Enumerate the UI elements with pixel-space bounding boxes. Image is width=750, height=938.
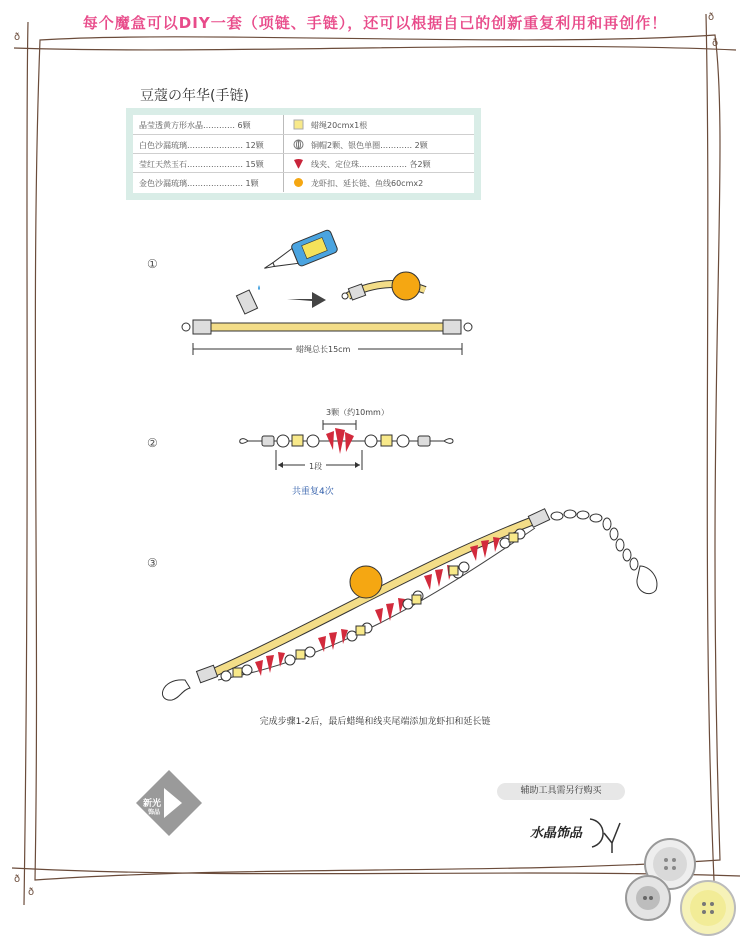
lobster-clasp-icon: [162, 680, 190, 700]
buttons-decoration: [622, 828, 742, 938]
page-title: 豆蔻の年华(手链): [140, 88, 249, 104]
segment-label: 1段: [309, 462, 323, 471]
banner-text: 每个魔盒可以DIY一套（项链、手链），还可以根据自己的创新重复利用和再创作！: [82, 14, 668, 32]
cord-length-label: 蜡绳总长15cm: [296, 345, 351, 354]
diy-logo-icon: [586, 815, 626, 855]
svg-text:ð: ð: [14, 32, 21, 43]
gold-bead: [350, 566, 382, 598]
material-left: 白色沙漏琉璃………………… 12颗: [139, 141, 264, 150]
material-right: 铜帽2颗、银色单圈………… 2颗: [311, 141, 428, 150]
svg-text:ð: ð: [708, 12, 715, 23]
svg-text:ð: ð: [14, 874, 21, 885]
material-left: 金色沙漏琉璃………………… 1颗: [139, 179, 259, 188]
logo-text: 新光: [143, 799, 162, 809]
svg-text:ð: ð: [28, 887, 35, 898]
step-3-number: ③: [147, 556, 158, 570]
brand-name: 水晶饰品: [530, 826, 583, 841]
material-right: 蜡绳20cmx1根: [311, 121, 368, 130]
material-right: 龙虾扣、延长链、鱼线60cmx2: [311, 179, 424, 188]
tools-note: 辅助工具需另行购买: [497, 783, 625, 800]
repeat-label: 共重复4次: [292, 487, 334, 497]
bead-count-label: 3颗（约10mm）: [326, 408, 389, 417]
step-2-number: ②: [147, 436, 158, 450]
step-3-caption: 完成步骤1-2后，最后蜡绳和线夹尾端添加龙虾扣和延长链: [259, 717, 491, 727]
material-left: 莹红天然玉石………………… 15颗: [139, 160, 264, 169]
material-right: 线夹、定位珠……………… 各2颗: [311, 160, 431, 169]
logo-subtext: 饰品: [148, 809, 161, 816]
material-left: 晶莹透黄方形水晶………… 6颗: [139, 121, 251, 130]
svg-text:ð: ð: [712, 38, 719, 49]
chain-end-charm: [637, 566, 657, 594]
step-1-number: ①: [147, 257, 158, 271]
